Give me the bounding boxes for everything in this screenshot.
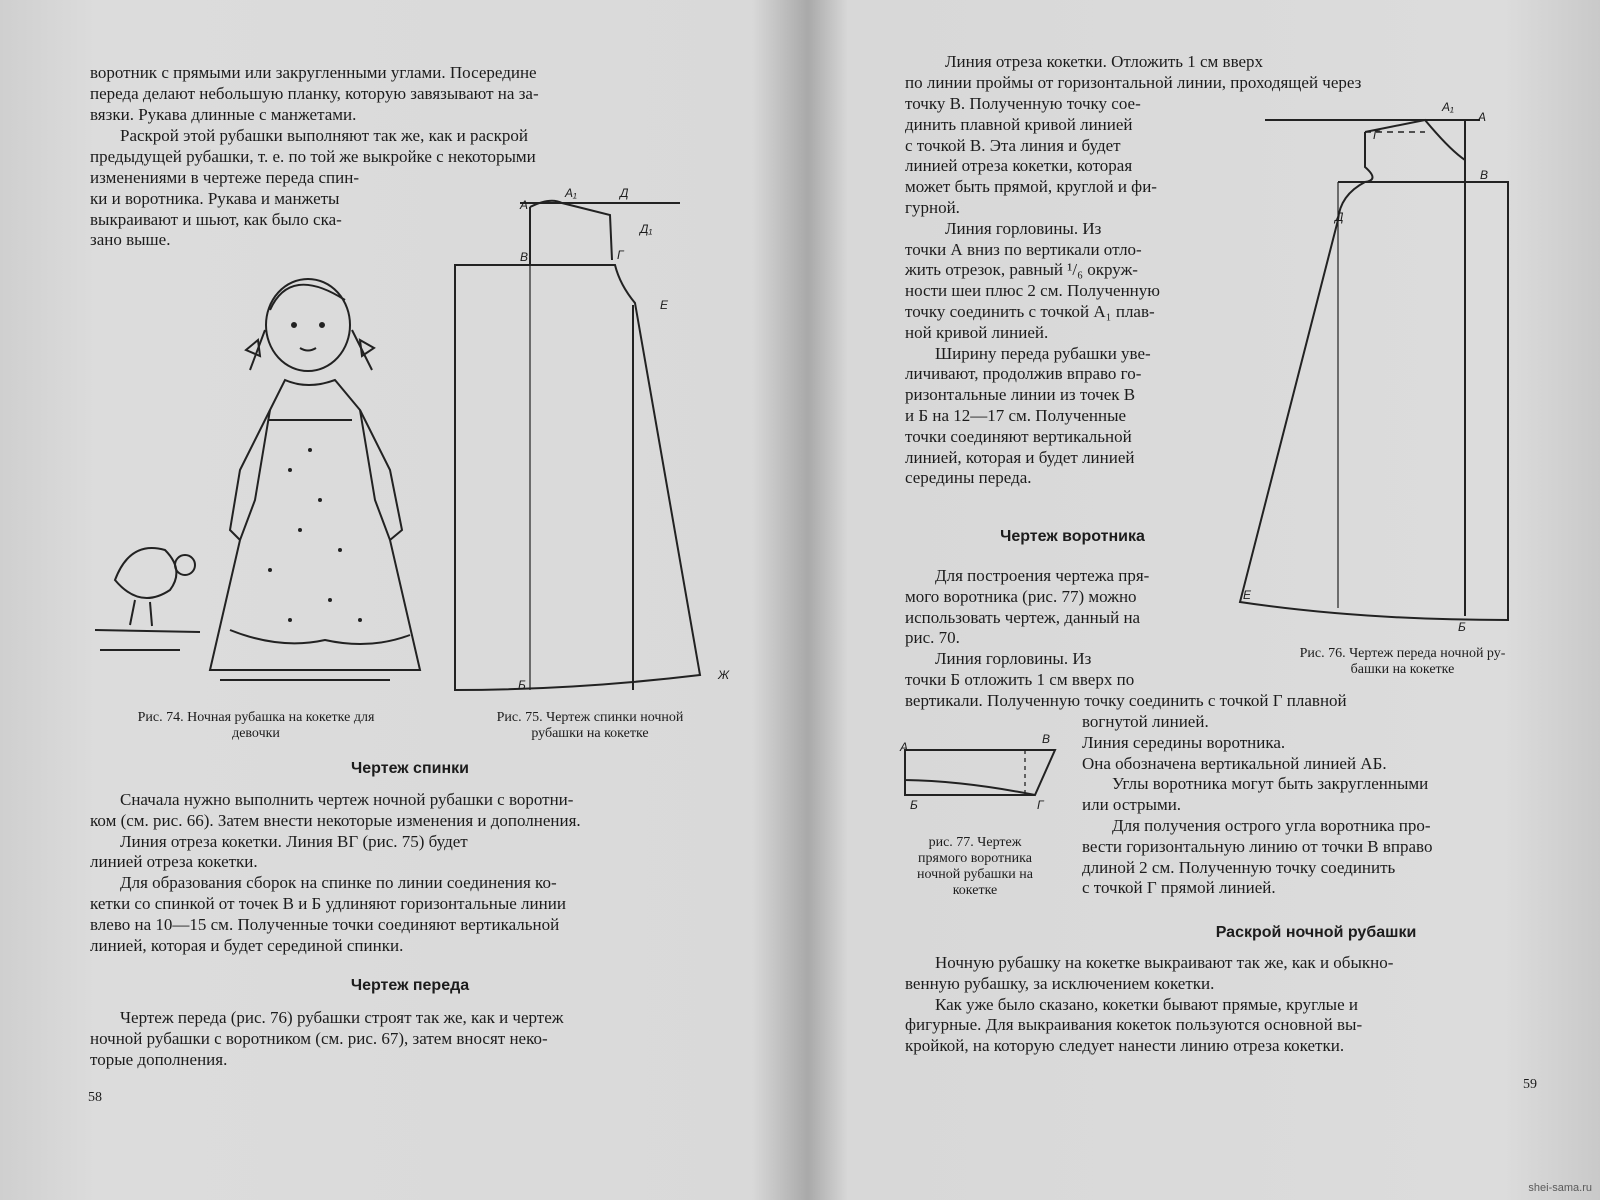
pt-G-75: Г (617, 248, 624, 262)
pt-D-76: Д (1335, 210, 1344, 224)
collar-pattern-drawing (905, 745, 1065, 805)
fig76-caption: Рис. 76. Чертеж переда ночной ру- башки на кокетке (1299, 646, 1506, 677)
pt-D-75: Д (620, 186, 629, 200)
pt-A-77: А (900, 740, 909, 754)
heading-collar: Чертеж воротника (1000, 528, 1145, 545)
pt-V-77: В (1042, 732, 1051, 746)
pt-Zh-75: Ж (718, 668, 730, 682)
page-right (810, 0, 1600, 1200)
front-pattern-drawing (1240, 110, 1540, 630)
front-paragraph: Чертеж переда (рис. 76) рубашки строят так же, как и чертеж ночной рубашки с воротником (см. рис. 67), затем вносят неко- торые дополнения. (90, 1008, 564, 1069)
pt-V-75: В (520, 250, 529, 264)
pt-A1-76: А₁ (1442, 100, 1454, 114)
page-number-left: 58 (88, 1090, 102, 1105)
yoke-line-paragraph-narrow: точку В. Полученную точку сое- динить плавной кривой линией с точкой В. Эта линия и будет линией отреза кокетки, которая может быть прямой, круглой и фи- гурной. Линия горловины. Из точки А вниз по вертикали отло- жить отрезок, равный ¹/₆ окруж- ности шеи плюс 2 см. Полученную точку соединить с точкой А₁ плав- ной кривой линией. Ширину переда рубашки уве- личивают, продолжив вправо го- ризонтальные линии из точек В и Б на 12—17 см. Полученные точки соединяют вертикальной линией, которая и будет линией середины переда. (905, 94, 1160, 488)
pt-B-76: Б (1458, 620, 1466, 634)
heading-cutting: Раскрой ночной рубашки (1215, 924, 1417, 941)
fig75-caption: Рис. 75. Чертеж спинки ночной рубашки на кокетке (496, 710, 684, 741)
girl-nightgown-illustration (90, 270, 450, 690)
collar-paragraph-wide: вертикали. Полученную точку соединить с точкой Г плавной (905, 691, 1347, 710)
fig74-caption: Рис. 74. Ночная рубашка на кокетке для девочки (137, 710, 375, 741)
pt-G-77: Г (1037, 798, 1044, 812)
pt-A-75: А (520, 198, 529, 212)
pt-B-75: Б (518, 678, 526, 692)
heading-back: Чертеж спинки (351, 760, 469, 777)
collar-mid-paragraph: вогнутой линией. Линия середины воротника. Она обозначена вертикальной линией АБ. Углы воротника могут быть закругленными или острыми. Для получения острого угла воротника про- вести горизонтальную линию от точки В вправо длиной 2 см. Полученную точку соединить с точкой Г прямой линией. (1082, 712, 1433, 898)
cut-paragraph-wide: Раскрой этой рубашки выполняют так же, как и раскрой предыдущей рубашки, т. е. по той же выкройке с некоторыми (90, 126, 536, 166)
back-paragraph: Сначала нужно выполнить чертеж ночной рубашки с воротни- ком (см. рис. 66). Затем внести некоторые изменения и дополнения. Линия отреза кокетки. Линия ВГ (рис. 75) будет линией отреза кокетки. Для образования сборок на спинке по линии соединения ко- кетки со спинкой от точек В и Б удлиняют горизонтальные линии влево на 10—15 см. Полученные точки соединяют вертикальной линией, которая и будет серединой спинки. (90, 790, 581, 955)
cut-paragraph-narrow: изменениями в чертеже переда спин- ки и воротника. Рукава и манжеты выкраивают и шьют, как было ска- зано выше. (90, 168, 359, 250)
pt-G-76: Г (1373, 128, 1380, 142)
pt-E-76: Е (1243, 588, 1252, 602)
yoke-line-paragraph-wide: Линия отреза кокетки. Отложить 1 см вверх по линии проймы от горизонтальной линии, проходящей через (905, 52, 1362, 92)
pt-V-76: В (1480, 168, 1489, 182)
back-pattern-drawing (455, 185, 730, 695)
site-watermark: shei-sama.ru (1528, 1182, 1592, 1194)
cutting-paragraph: Ночную рубашку на кокетке выкраивают так же, как и обыкно- венную рубашку, за исключением кокетки. Как уже было сказано, кокетки бывают прямые, круглые и фигурные. Для выкраивания кокеток пользуются основной вы- кройкой, на которую следует нанести линию отреза кокетки. (905, 953, 1394, 1056)
pt-A1-75: А₁ (565, 186, 577, 200)
pt-E-75: Е (660, 298, 669, 312)
collar-paragraph: Для построения чертежа пря- мого воротника (рис. 77) можно использовать чертеж, данный на рис. 70. Линия горловины. Из точки Б отложить 1 см вверх по (905, 566, 1150, 689)
pt-A-76: А (1478, 110, 1487, 124)
pt-D1-75: Д₁ (640, 222, 653, 236)
fig77-caption: рис. 77. Чертеж прямого воротника ночной рубашки на кокетке (917, 835, 1033, 898)
pt-B-77: Б (910, 798, 918, 812)
page-number-right: 59 (1523, 1077, 1537, 1092)
intro-paragraph: воротник с прямыми или закругленными углами. Посередине переда делают небольшую планку, которую завязывают на за- вязки. Рукава длинные с манжетами. (90, 63, 539, 124)
heading-front: Чертеж переда (350, 977, 470, 994)
